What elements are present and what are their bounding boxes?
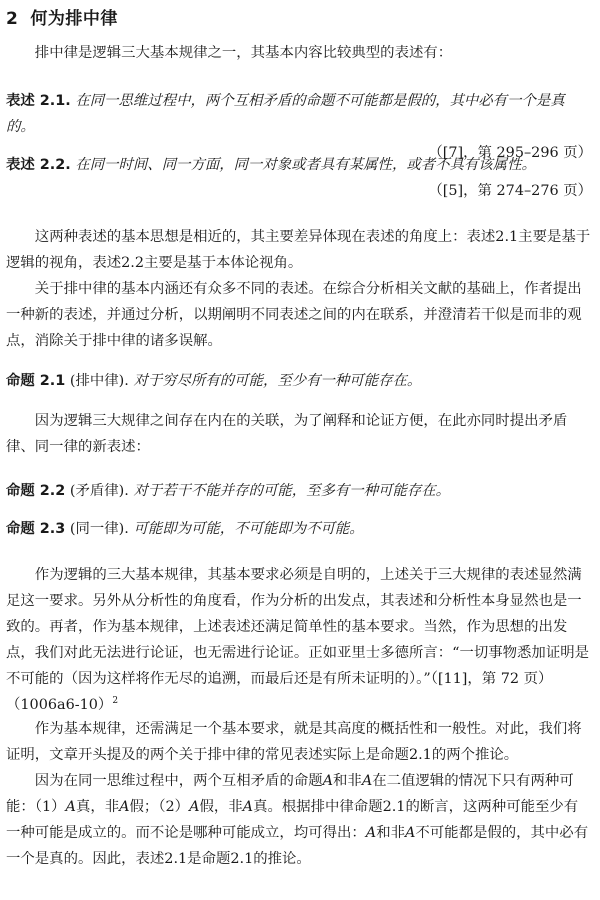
text-run: 和非 <box>376 825 405 841</box>
paragraph-5: 作为基本规律，还需满足一个基本要求，就是其高度的概括性和一般性。对此，我们将证明，文章开头提及的两个关于排中律的常见表述实际上是命题2.1的两个推论。 <box>6 721 582 763</box>
section-number: 2 <box>6 9 19 29</box>
footnote-marker: 2 <box>112 696 119 707</box>
proposition-name: (排中律). <box>69 373 129 389</box>
text-run: 因为在同一思维过程中，两个互相矛盾的命题 <box>34 773 323 789</box>
statement-citation: （[5]，第 274–276 页） <box>428 183 592 199</box>
statement-label: 表述 2.2. <box>6 157 71 173</box>
math-variable: A <box>189 799 200 815</box>
text-run: 假；（2） <box>129 799 190 815</box>
proposition-2-2 <box>6 478 592 504</box>
text-run: 假，非 <box>199 799 243 815</box>
math-variable: A <box>65 799 76 815</box>
statement-citation: （[7]，第 295–296 页） <box>428 145 592 161</box>
math-variable: A <box>119 799 130 815</box>
math-variable: A <box>361 773 373 789</box>
paragraph-6 <box>6 768 592 872</box>
proposition-text: 对于穷尽所有的可能，至少有一种可能存在。 <box>133 373 422 389</box>
paragraph-1: 这两种表述的基本思想是相近的，其主要差异体现在表述的角度上：表述2.1主要是基于逻辑的视角，表述2.2主要是基于本体论视角。 <box>6 229 591 271</box>
paragraph-4-text: 作为逻辑的三大基本规律，其基本要求必须是自明的，上述关于三大规律的表述显然满足这一要求。另外从分析性的角度看，作为分析的出发点，其表述和分析性本身显然也是一致的。再者，作为基本规律，上述表述还满足简单性的基本要求。当然，作为思想的出发点，我们对此无法进行论证，也无需进行论证。正如亚里士多德所言：“一切事物悉加证明是不可能的（因为这样将作无尽的追溯，而最后还是有所未证明的）。”（[11]，第 72 页）（1006a6-10） <box>6 567 589 713</box>
intro-paragraph: 排中律是逻辑三大基本规律之一，其基本内容比较典型的表述有： <box>34 45 453 61</box>
proposition-label: 命题 2.2 <box>6 483 66 499</box>
math-variable: A <box>404 825 416 841</box>
proposition-name: (同一律). <box>69 521 129 537</box>
statement-label: 表述 2.1. <box>6 93 71 109</box>
text-run: 真。根据排中律命题2.1的断言，这两种可能至少有一种可能是成立的。而不论是哪种可能成立，均可得出： <box>6 799 579 841</box>
proposition-text: 可能即为可能，不可能即为不可能。 <box>133 521 364 537</box>
paragraph-4 <box>6 562 592 718</box>
statement-text: 在同一时间、同一方面，同一对象或者具有某属性，或者不具有该属性。 <box>75 157 536 173</box>
paragraph-2: 关于排中律的基本内涵还有众多不同的表述。在综合分析相关文献的基础上，作者提出一种新的表述，并通过分析，以期阐明不同表述之间的内在联系，并澄清若干似是而非的观点，消除关于排中律的诸多误解。 <box>6 281 582 349</box>
section-heading <box>6 4 118 29</box>
text-run: 在二值逻辑的情况下只有两种可能：（1） <box>6 773 574 815</box>
math-variable: A <box>242 799 254 815</box>
text-run: 不可能都是假的，其中必有一个是真的。因此，表述2.1是命题2.1的推论。 <box>6 825 589 867</box>
section-title: 何为排中律 <box>30 9 118 29</box>
paragraph-3: 因为逻辑三大规律之间存在内在的关联，为了阐释和论证方便，在此亦同时提出矛盾律、同一律的新表述： <box>6 413 568 455</box>
statement-2-2 <box>6 152 592 204</box>
proposition-label: 命题 2.3 <box>6 521 66 537</box>
proposition-text: 对于若干不能并存的可能，至多有一种可能存在。 <box>133 483 451 499</box>
proposition-name: (矛盾律). <box>69 483 129 499</box>
statement-text: 在同一思维过程中，两个互相矛盾的命题不可能都是假的，其中必有一个是真的。 <box>6 93 565 135</box>
math-variable: A <box>365 825 377 841</box>
proposition-2-1 <box>6 368 592 394</box>
math-variable: A <box>322 773 334 789</box>
proposition-2-3 <box>6 516 592 542</box>
text-run: 真，非 <box>75 799 120 815</box>
proposition-label: 命题 2.1 <box>6 373 66 389</box>
text-run: 和非 <box>333 773 362 789</box>
